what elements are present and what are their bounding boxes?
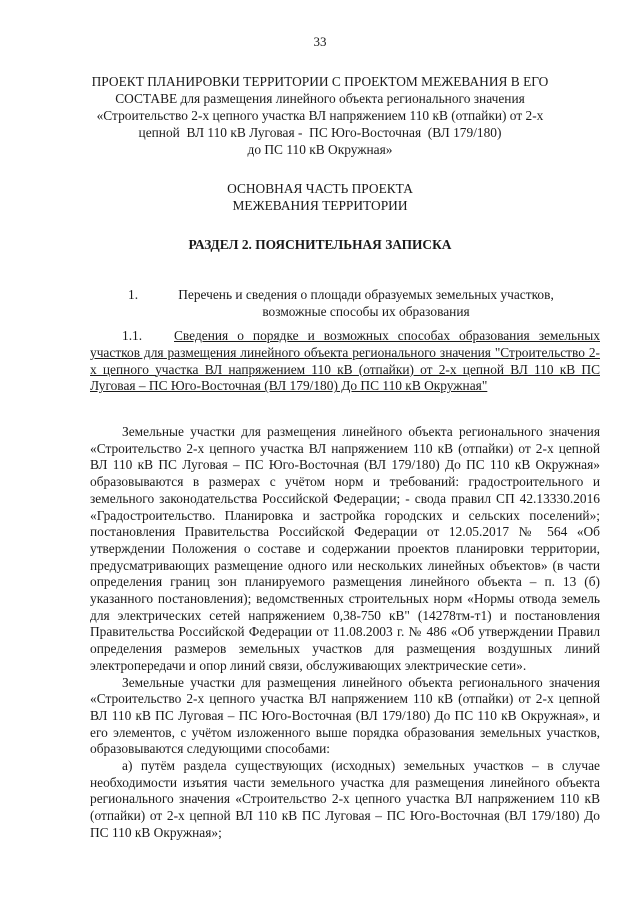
item-number: 1. (128, 287, 139, 302)
document-title (90, 73, 550, 158)
title-line: до ПС 110 кВ Окружная» (247, 142, 393, 157)
paragraph: а) путём раздела существующих (исходных) земельных участков – в случае необходимости изъятия части земельного участка для размещения линейного объекта регионального значения «Строительство 2-х цепного участка ВЛ напряжением 110 кВ (отпайки) от 2-х цепной ВЛ 110 кВ ПС Луговая – ПС Юго-Восточная (ВЛ 179/180) До ПС 110 кВ Окружная»; (90, 758, 600, 840)
item-text (164, 286, 568, 320)
title-line: цепной ВЛ 110 кВ Луговая - ПС Юго-Восточная (ВЛ 179/180) (138, 125, 502, 140)
title-line: СОСТАВЕ для размещения линейного объекта регионального значения (115, 91, 525, 106)
list-item-1 (128, 286, 568, 320)
paragraph: Земельные участки для размещения линейного объекта регионального значения «Строительство 2-х цепного участка ВЛ напряжением 110 кВ (отпайки) от 2-х цепной ВЛ 110 кВ ПС Луговая – ПС Юго-Восточная (ВЛ 179/180) До ПС 110 кВ Окружная», и его элементов, с учётом изложенного выше порядка образования земельных участков, образовываются следующими способами: (90, 674, 600, 757)
list-item-1-1 (90, 328, 600, 395)
item-text-line: Перечень и сведения о площади образуемых земельных участков, (178, 287, 554, 302)
body-text (90, 424, 600, 842)
document-subtitle (90, 180, 550, 214)
item-text-line: возможные способы их образования (262, 304, 470, 319)
subtitle-line: ОСНОВНАЯ ЧАСТЬ ПРОЕКТА (227, 181, 413, 196)
title-line: ПРОЕКТ ПЛАНИРОВКИ ТЕРРИТОРИИ С ПРОЕКТОМ МЕЖЕВАНИЯ В ЕГО (91, 74, 549, 89)
subtitle-line: МЕЖЕВАНИЯ ТЕРРИТОРИИ (232, 198, 408, 213)
page-number: 33 (313, 34, 327, 49)
sub-item-number: 1.1. (122, 328, 143, 343)
sub-item-text: Сведения о порядке и возможных способах образования земельных участков для размещения линейного объекта регионального значения "Строительство 2-х цепного участка ВЛ напряжением 110 кВ (отпайки) от 2-х цепной ВЛ 110 кВ ПС Луговая – ПС Юго-Восточная (ВЛ 179/180) До ПС 110 кВ Окружная" (90, 328, 600, 394)
paragraph: Земельные участки для размещения линейного объекта регионального значения «Строительство 2-х цепного участка ВЛ напряжением 110 кВ (отпайки) от 2-х цепной ВЛ 110 кВ ПС Луговая – ПС Юго-Восточная (ВЛ 179/180) До ПС 110 кВ Окружная» образовываются в размерах с учётом норм и требований: градостроительного и земельного законодательства Российской Федерации; - свода правил СП 42.13330.2016 «Градостроительство. Планировка и застройка городских и сельских поселений»; постановления Правительства Российской Федерации от 12.05.2017 № 564 «Об утверждении Положения о составе и содержании проектов планировки территории, предусматривающих размещение одного или нескольких линейных объектов» (в части определения границ зон планируемого размещения линейного объекта – п. 13 (б) указанного постановления); ведомственных строительных норм «Нормы отвода земель для электрических сетей напряжением 0,38-750 кВ" (14278тм-т1) и постановления Правительства Российской Федерации от 11.08.2003 г. № 486 «Об утверждении Правил определения размеров земельных участков для размещения воздушных линий электропередачи и опор линий связи, обслуживающих электрические сети». (90, 424, 600, 673)
section-heading: РАЗДЕЛ 2. ПОЯСНИТЕЛЬНАЯ ЗАПИСКА (188, 237, 452, 252)
title-line: «Строительство 2-х цепного участка ВЛ напряжением 110 кВ (отпайки) от 2-х (96, 108, 544, 123)
